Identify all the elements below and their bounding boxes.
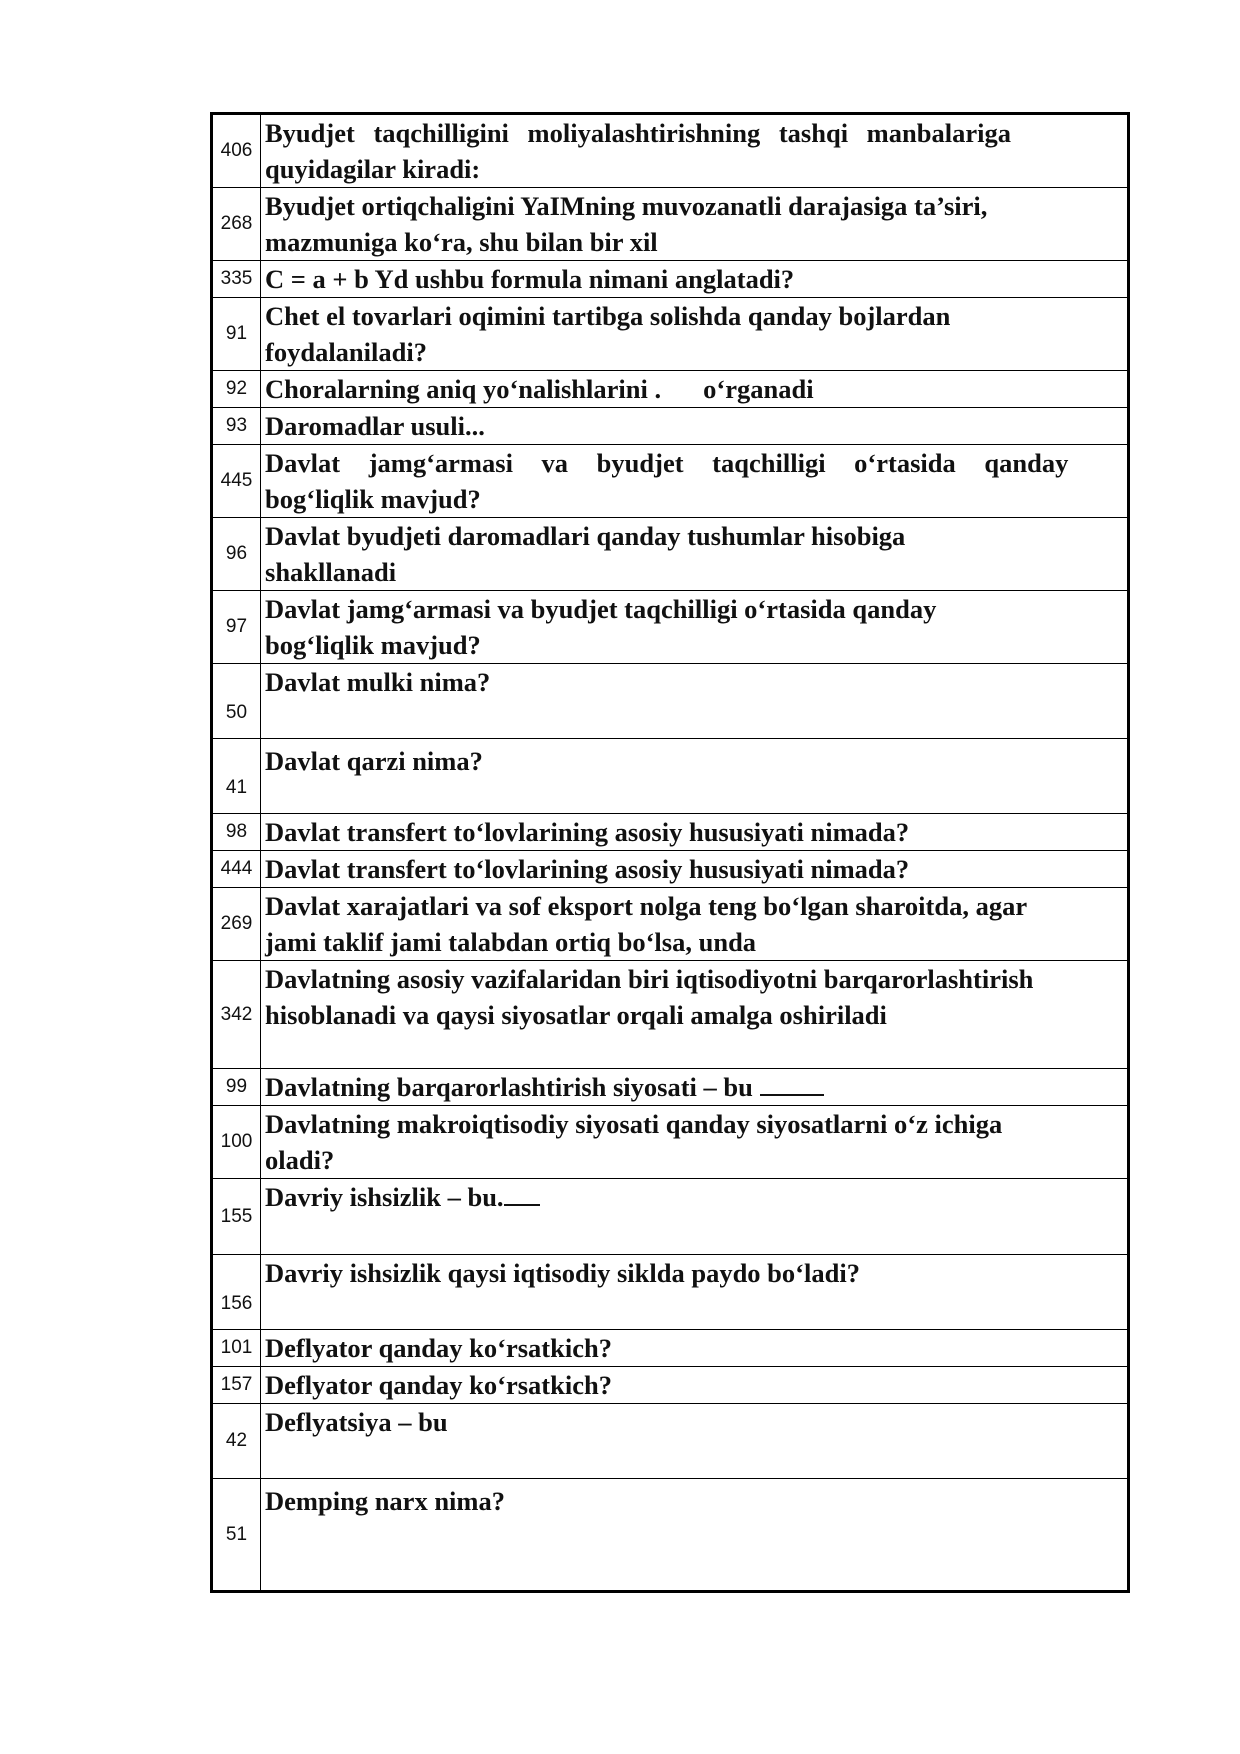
table-row (212, 445, 1129, 518)
question-text (261, 888, 1129, 961)
row-number: 98 (212, 814, 261, 851)
row-number: 96 (212, 518, 261, 591)
question-line: oladi? (265, 1145, 335, 1175)
question-text (261, 1179, 1129, 1255)
row-number: 342 (212, 961, 261, 1069)
question-text (261, 371, 1129, 408)
row-number: 50 (212, 664, 261, 739)
question-text: Davlat mulki nima? (261, 664, 1129, 739)
question-text (261, 1106, 1129, 1179)
row-number: 269 (212, 888, 261, 961)
table-row (212, 888, 1129, 961)
question-text: Davlat transfert to‘lovlarining asosiy hususiyati nimada? (261, 851, 1129, 888)
question-line: quyidagilar kiradi: (265, 154, 481, 184)
question-text: Deflyatsiya – bu (261, 1404, 1129, 1479)
table-row (212, 371, 1129, 408)
row-number: 92 (212, 371, 261, 408)
question-line: mazmuniga ko‘ra, shu bilan bir xil (265, 227, 658, 257)
row-number: 406 (212, 114, 261, 188)
table-row (212, 1330, 1129, 1367)
question-text: Daromadlar usuli... (261, 408, 1129, 445)
question-text (261, 298, 1129, 371)
question-line: Chet el tovarlari oqimini tartibga solishda qanday bojlardan (265, 301, 951, 331)
question-line: shakllanadi (265, 557, 397, 587)
row-number: 91 (212, 298, 261, 371)
table-row (212, 851, 1129, 888)
row-number: 97 (212, 591, 261, 664)
table-row (212, 1479, 1129, 1592)
question-line: Davlatning asosiy vazifalaridan biri iqtisodiyotni barqarorlashtirish (265, 964, 1034, 994)
question-text (261, 445, 1129, 518)
question-text: Deflyator qanday ko‘rsatkich? (261, 1367, 1129, 1404)
row-number: 51 (212, 1479, 261, 1592)
question-text (261, 188, 1129, 261)
row-number: 156 (212, 1255, 261, 1330)
question-text (261, 1069, 1129, 1106)
table-row (212, 1404, 1129, 1479)
question-line: foydalaniladi? (265, 337, 427, 367)
table-row (212, 408, 1129, 445)
question-line: Davlatning makroiqtisodiy siyosati qanday siyosatlarni o‘z ichiga (265, 1109, 1003, 1139)
row-number: 93 (212, 408, 261, 445)
table-row (212, 1255, 1129, 1330)
table-row (212, 1106, 1129, 1179)
answer-blank (760, 1093, 824, 1096)
question-line: Davlat byudjeti daromadlari qanday tushumlar hisobiga (265, 521, 906, 551)
table-row (212, 298, 1129, 371)
table-row (212, 1367, 1129, 1404)
table-row (212, 1069, 1129, 1106)
question-line: Davlat jamg‘armasi va byudjet taqchilligi o‘rtasida qanday (265, 448, 1069, 478)
question-text (261, 591, 1129, 664)
row-number: 99 (212, 1069, 261, 1106)
row-number: 155 (212, 1179, 261, 1255)
question-text: Demping narx nima? (261, 1479, 1129, 1592)
question-line: jami taklif jami talabdan ortiq bo‘lsa, unda (265, 927, 757, 957)
question-part: o‘rganadi (703, 374, 814, 404)
question-text: C = a + b Yd ushbu formula nimani anglatadi? (261, 261, 1129, 298)
question-line: Byudjet taqchilligini moliyalashtirishning tashqi manbalariga (265, 118, 1011, 148)
question-text (261, 518, 1129, 591)
answer-blank (504, 1203, 540, 1206)
row-number: 101 (212, 1330, 261, 1367)
row-number: 100 (212, 1106, 261, 1179)
row-number: 157 (212, 1367, 261, 1404)
table-row (212, 518, 1129, 591)
question-text (261, 961, 1129, 1069)
table-row (212, 188, 1129, 261)
question-line: Davlat xarajatlari va sof eksport nolga teng bo‘lgan sharoitda, agar (265, 891, 1028, 921)
question-text: Deflyator qanday ko‘rsatkich? (261, 1330, 1129, 1367)
table-row (212, 261, 1129, 298)
question-line: Davlat jamg‘armasi va byudjet taqchilligi o‘rtasida qanday (265, 594, 937, 624)
questions-table (210, 112, 1130, 1593)
question-text: Davlat qarzi nima? (261, 739, 1129, 814)
row-number: 268 (212, 188, 261, 261)
table-row (212, 591, 1129, 664)
question-part: Davriy ishsizlik – bu. (265, 1182, 504, 1212)
row-number: 42 (212, 1404, 261, 1479)
question-text: Davriy ishsizlik qaysi iqtisodiy siklda paydo bo‘ladi? (261, 1255, 1129, 1330)
question-part: Choralarning aniq yo‘nalishlarini . (265, 374, 662, 404)
table-row (212, 664, 1129, 739)
question-line: bog‘liqlik mavjud? (265, 630, 481, 660)
table-row (212, 1179, 1129, 1255)
question-text: Davlat transfert to‘lovlarining asosiy hususiyati nimada? (261, 814, 1129, 851)
question-line: hisoblanadi va qaysi siyosatlar orqali amalga oshiriladi (265, 1000, 887, 1030)
row-number: 444 (212, 851, 261, 888)
question-line: Byudjet ortiqchaligini YaIMning muvozanatli darajasiga ta’siri, (265, 191, 988, 221)
table-row (212, 961, 1129, 1069)
row-number: 41 (212, 739, 261, 814)
question-part: Davlatning barqarorlashtirish siyosati – bu (265, 1072, 753, 1102)
row-number: 335 (212, 261, 261, 298)
question-line: bog‘liqlik mavjud? (265, 484, 481, 514)
table-row (212, 114, 1129, 188)
table-row (212, 814, 1129, 851)
question-text (261, 114, 1129, 188)
table-row (212, 739, 1129, 814)
row-number: 445 (212, 445, 261, 518)
